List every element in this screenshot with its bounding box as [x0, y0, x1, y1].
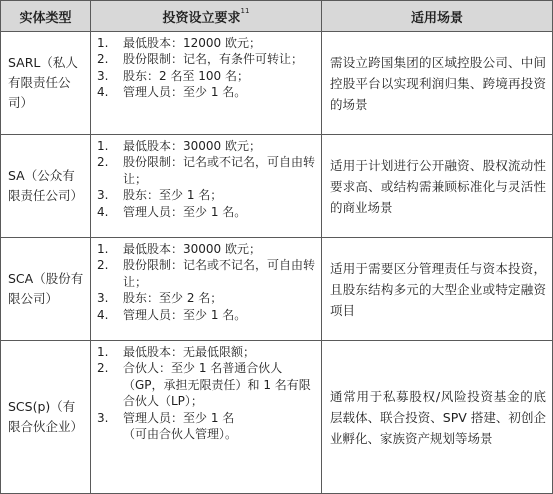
requirement-number: 2. [97, 52, 109, 67]
header-scope-label: 适用场景 [410, 10, 463, 26]
requirement-text: 最低股本：30000 欧元； [123, 139, 261, 153]
table-row [1, 238, 553, 341]
requirements-cell [91, 238, 322, 341]
requirement-item [97, 290, 317, 306]
requirement-item [97, 307, 317, 323]
requirement-text: 股东：至少 2 名； [123, 291, 223, 306]
scope-cell: 适用于计划进行公开融资、股权流动性要求高、或结构需兼顾标准化与灵活性的商业场景 [322, 135, 553, 238]
scope-cell: 需设立跨国集团的区域控股公司、中间控股平台以实现利润归集、跨境再投资的场景 [322, 32, 553, 135]
requirement-item [97, 410, 317, 443]
requirements-cell [91, 32, 322, 135]
requirement-item [97, 344, 317, 360]
table-row [1, 341, 553, 494]
requirement-text: 最低股本：12000 欧元； [123, 36, 261, 50]
requirement-number: 2. [97, 258, 109, 273]
requirement-text: 管理人员：至少 1 名。 [123, 85, 247, 100]
requirement-text: 最低股本：30000 欧元； [123, 242, 261, 256]
requirements-cell [91, 135, 322, 238]
requirement-item [97, 51, 317, 67]
requirement-item [97, 68, 317, 84]
header-scope [322, 1, 553, 32]
table-header-row [1, 1, 553, 32]
requirement-item [97, 241, 317, 257]
requirements-cell [91, 341, 322, 494]
requirement-text: 股东：2 名至 100 名； [123, 68, 249, 83]
requirement-number: 1. [97, 345, 109, 359]
requirement-number: 4. [97, 307, 109, 322]
requirements-list [97, 344, 317, 442]
entity-type-cell: SCS(p)（有限合伙企业） [1, 341, 91, 494]
requirement-number: 3. [97, 291, 109, 306]
requirement-item [97, 187, 317, 203]
requirement-number: 4. [97, 204, 109, 219]
table-row [1, 135, 553, 238]
entity-type-cell: SCA（股份有限公司） [1, 238, 91, 341]
requirement-text: 股份限制：记名或不记名，可自由转让； [123, 258, 316, 289]
header-requirements-label: 投资设立要求 [162, 10, 241, 26]
requirement-item [97, 204, 317, 220]
scope-cell: 适用于需要区分管理责任与资本投资，且股东结构多元的大型企业或特定融资项目 [322, 238, 553, 341]
footnote-marker: 11 [240, 7, 250, 16]
table-row [1, 32, 553, 135]
requirement-item [97, 35, 317, 51]
requirement-text: 管理人员：至少 1 名。 [123, 307, 247, 322]
requirement-text: 管理人员：至少 1 名。 [123, 204, 247, 219]
requirement-text: 股东：至少 1 名； [123, 188, 223, 203]
header-requirements [91, 1, 322, 32]
entity-type-cell: SA（公众有限责任公司） [1, 135, 91, 238]
requirement-item [97, 84, 317, 100]
requirement-item [97, 257, 317, 290]
requirement-text: 股份限制：记名，有条件可转让； [123, 52, 304, 67]
requirement-item [97, 138, 317, 154]
requirement-number: 4. [97, 85, 109, 100]
requirement-number: 3. [97, 188, 109, 203]
entity-type-cell: SARL（私人有限责任公司） [1, 32, 91, 135]
header-entity-type-label: 实体类型 [19, 10, 72, 26]
requirement-text: 最低股本：无最低限额； [123, 345, 256, 359]
requirement-number: 1. [97, 139, 109, 153]
requirement-number: 2. [97, 155, 109, 170]
requirements-list [97, 138, 317, 220]
requirement-number: 1. [97, 36, 109, 50]
requirement-text: 合伙人：至少 1 名普通合伙人（GP，承担无限责任）和 1 名有限合伙人（LP）； [123, 361, 311, 409]
requirement-number: 3. [97, 410, 109, 425]
requirements-list [97, 35, 317, 101]
requirement-text: 管理人员：至少 1 名 （可由合伙人管理）。 [123, 410, 238, 442]
requirements-list [97, 241, 317, 323]
requirement-number: 3. [97, 68, 109, 83]
requirement-text: 股份限制：记名或不记名，可自由转让； [123, 155, 316, 186]
requirement-item [97, 360, 317, 409]
requirement-number: 1. [97, 242, 109, 256]
requirement-item [97, 154, 317, 187]
requirement-number: 2. [97, 361, 109, 376]
header-entity-type [1, 1, 91, 32]
scope-cell: 通常用于私募股权/风险投资基金的底层载体、联合投资、SPV 搭建、初创企业孵化、家族资产规划等场景 [322, 341, 553, 494]
